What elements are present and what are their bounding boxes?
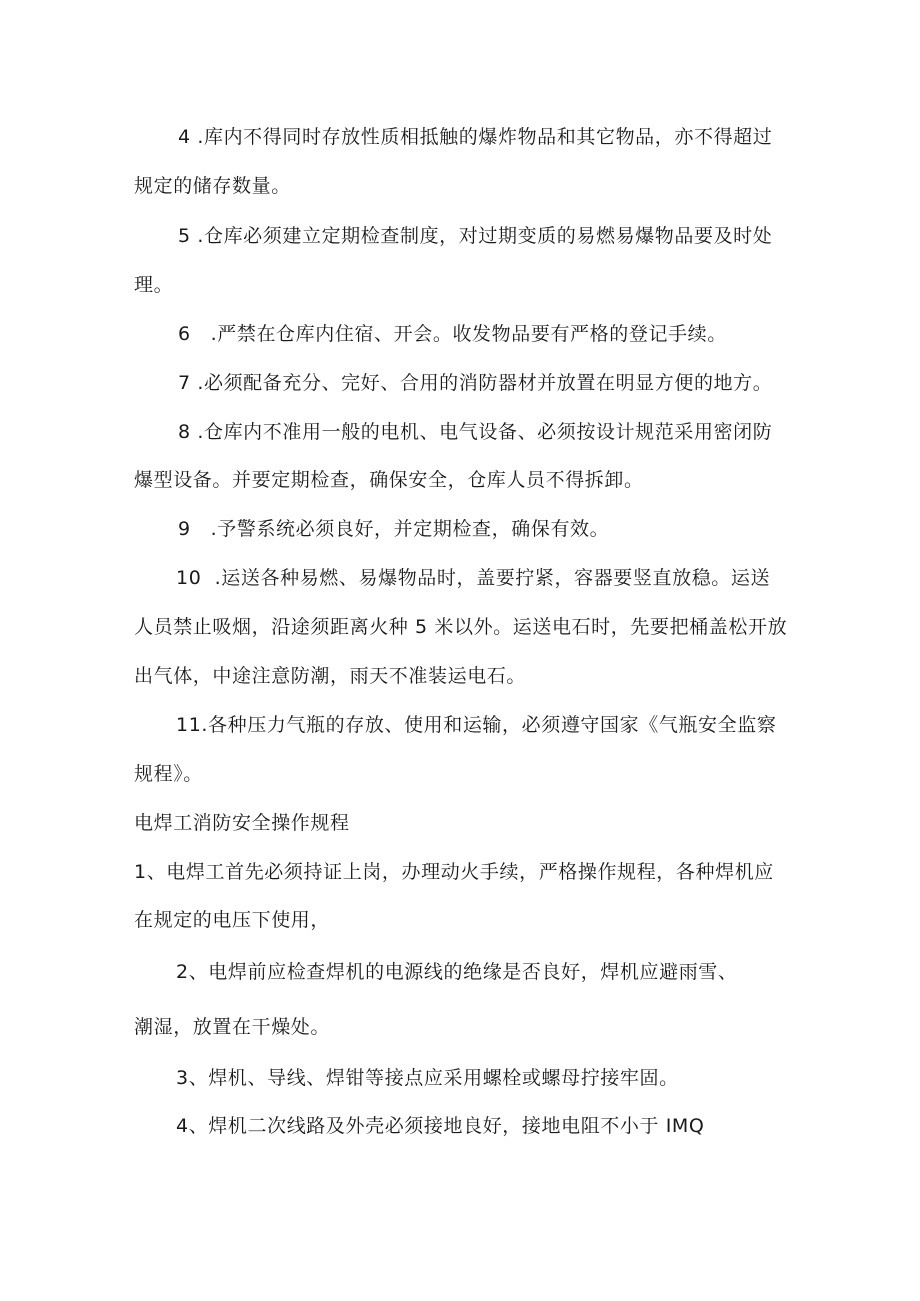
item-7-line-1	[178, 371, 772, 395]
item-text: .必须配备充分、完好、合用的消防器材并放置在明显方便的地方。	[190, 372, 773, 394]
item-text: .运送各种易燃、易爆物品时，盖要拧紧，容器要竖直放稳。运送	[201, 567, 771, 589]
section-title: 电焊工消防安全操作规程	[134, 812, 350, 834]
item-5-line-2: 理。	[134, 274, 174, 296]
item-9-line-1	[178, 517, 609, 541]
item-number: 5	[178, 225, 191, 247]
item-11-line-1	[176, 713, 776, 737]
item-number: 10	[176, 567, 202, 589]
rule-3-line-1: 3、焊机、导线、焊钳等接点应采用螺栓或螺母拧接牢固。	[176, 1067, 679, 1089]
item-number: 11.	[176, 714, 209, 736]
item-number: 6	[178, 323, 191, 345]
item-number: 9	[178, 518, 191, 540]
item-4-line-1	[178, 125, 772, 149]
rule-2-line-2: 潮湿，放置在干燥处。	[134, 1016, 331, 1038]
rule-1-line-1: 1、电焊工首先必须持证上岗，办理动火手续，严格操作规程，各种焊机应	[134, 861, 774, 883]
item-text: .仓库内不准用一般的电机、电气设备、必须按设计规范采用密闭防	[190, 421, 773, 443]
item-10-line-2: 人员禁止吸烟，沿途须距离火种 5 米以外。运送电石时，先要把桶盖松开放	[134, 616, 788, 638]
item-text: .仓库必须建立定期检查制度，对过期变质的易燃易爆物品要及时处	[190, 225, 773, 247]
item-6-line-1	[178, 322, 727, 346]
item-number: 8	[178, 421, 191, 443]
item-5-line-1	[178, 224, 772, 248]
item-text: .严禁在仓库内住宿、开会。收发物品要有严格的登记手续。	[190, 323, 727, 345]
item-10-line-1	[176, 566, 770, 590]
item-4-line-2: 规定的储存数量。	[134, 175, 291, 197]
item-11-line-2: 规程》。	[134, 763, 203, 785]
item-8-line-1	[178, 420, 772, 444]
item-text: .予警系统必须良好，并定期检查，确保有效。	[190, 518, 610, 540]
item-8-line-2: 爆型设备。并要定期检查，确保安全，仓库人员不得拆卸。	[134, 469, 644, 491]
rule-1-line-2: 在规定的电压下使用，	[134, 909, 331, 931]
item-number: 7	[178, 372, 191, 394]
item-number: 4	[178, 126, 191, 148]
rule-2-line-1: 2、电焊前应检查焊机的电源线的绝缘是否良好，焊机应避雨雪、	[176, 961, 738, 983]
item-10-line-3: 出气体，中途注意防潮，雨天不准装运电石。	[134, 665, 527, 687]
item-text: 各种压力气瓶的存放、使用和运输，必须遵守国家《气瓶安全监察	[208, 714, 777, 736]
rule-4-line-1: 4、焊机二次线路及外壳必须接地良好，接地电阻不小于 IMQ	[176, 1115, 705, 1137]
item-text: .库内不得同时存放性质相抵触的爆炸物品和其它物品，亦不得超过	[190, 126, 773, 148]
